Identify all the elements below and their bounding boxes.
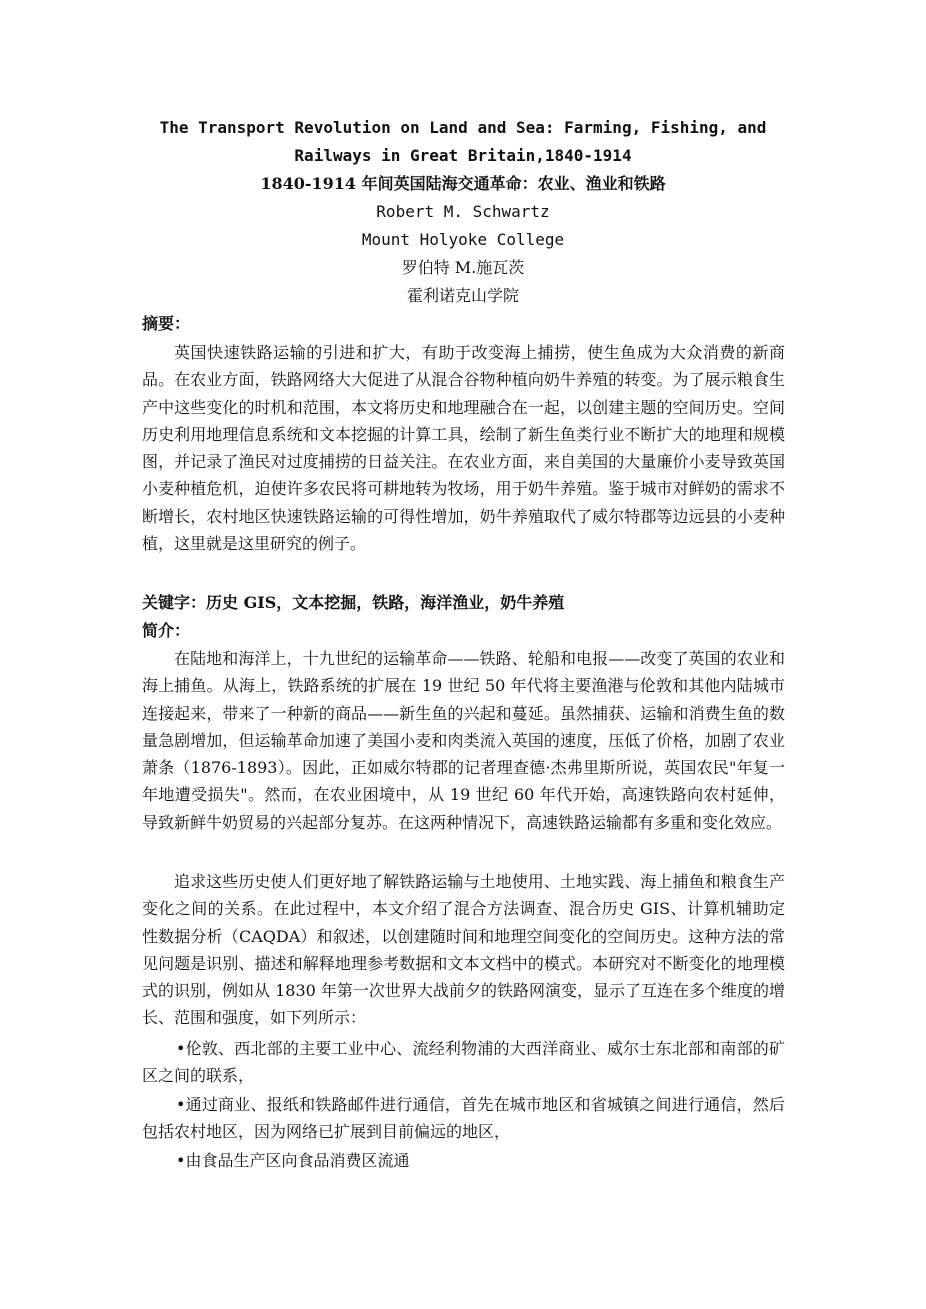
author-english: Robert M. Schwartz (376, 202, 550, 221)
introduction-paragraph-1: 在陆地和海洋上，十九世纪的运输革命——铁路、轮船和电报——改变了英国的农业和海上捕鱼。从海上，铁路系统的扩展在 19 世纪 50 年代将主要渔港与伦敦和其他内陆城市连接起来，带来了一种新的商品——新生鱼的兴起和蔓延。虽然捕获、运输和消费生鱼的数量急剧增加，但运输革命加速了美国小麦和肉类流入英国的速度，压低了价格，加剧了农业萧条（1876-1893）。因此，正如威尔特郡的记者理查德·杰弗里斯所说，英国农民"年复一年地遭受损失"。然而，在农业困境中，从 19 世纪 60 年代开始，高速铁路向农村延伸，导致新鲜牛奶贸易的兴起部分复苏。在这两种情况下，高速铁路运输都有多重和变化效应。 (142, 649, 785, 832)
bullet-item: •由食品生产区向食品消费区流通 (176, 1151, 410, 1170)
introduction-paragraph-2: 追求这些历史使人们更好地了解铁路运输与土地使用、土地实践、海上捕鱼和粮食生产变化之间的关系。在此过程中，本文介绍了混合方法调查、混合历史 GIS、计算机辅助定性数据分析（CAQDA）和叙述，以创建随时间和地理空间变化的空间历史。这种方法的常见问题是识别、描述和解释地理参考数据和文本文档中的模式。本研究对不断变化的地理模式的识别，例如从 1830 年第一次世界大战前夕的铁路网演变，显示了互连在多个维度的增长、范围和强度，如下列所示： (142, 872, 785, 1028)
author-chinese: 罗伯特 M.施瓦茨 (401, 258, 525, 277)
title-english: The Transport Revolution on Land and Sea: Farming, Fishing, and Railways in Great Britain,1840-1914 (159, 118, 767, 165)
bullet-item: •伦敦、西北部的主要工业中心、流经利物浦的大西洋商业、威尔士东北部和南部的矿区之间的联系， (142, 1039, 785, 1086)
bullet-item: •通过商业、报纸和铁路邮件进行通信，首先在城市地区和省城镇之间进行通信，然后包括农村地区，因为网络已扩展到目前偏远的地区， (142, 1095, 785, 1142)
title-chinese: 1840-1914 年间英国陆海交通革命：农业、渔业和铁路 (260, 174, 666, 193)
abstract-paragraph: 英国快速铁路运输的引进和扩大，有助于改变海上捕捞，使生鱼成为大众消费的新商品。在农业方面，铁路网络大大促进了从混合谷物种植向奶牛养殖的转变。为了展示粮食生产中这些变化的时机和范围，本文将历史和地理融合在一起，以创建主题的空间历史。空间历史利用地理信息系统和文本挖掘的计算工具，绘制了新生鱼类行业不断扩大的地理和规模图，并记录了渔民对过度捕捞的日益关注。在农业方面，来自美国的大量廉价小麦导致英国小麦种植危机，迫使许多农民将可耕地转为牧场，用于奶牛养殖。鉴于城市对鲜奶的需求不断增长，农村地区快速铁路运输的可得性增加，奶牛养殖取代了威尔特郡等边远县的小麦种植，这里就是这里研究的例子。 (142, 343, 785, 554)
abstract-heading: 摘要： (142, 314, 191, 333)
introduction-heading: 简介： (142, 621, 191, 640)
keywords-line: 关键字：历史 GIS，文本挖掘，铁路，海洋渔业，奶牛养殖 (142, 593, 565, 612)
affiliation-english: Mount Holyoke College (361, 230, 565, 249)
affiliation-chinese: 霍利诺克山学院 (406, 286, 519, 305)
